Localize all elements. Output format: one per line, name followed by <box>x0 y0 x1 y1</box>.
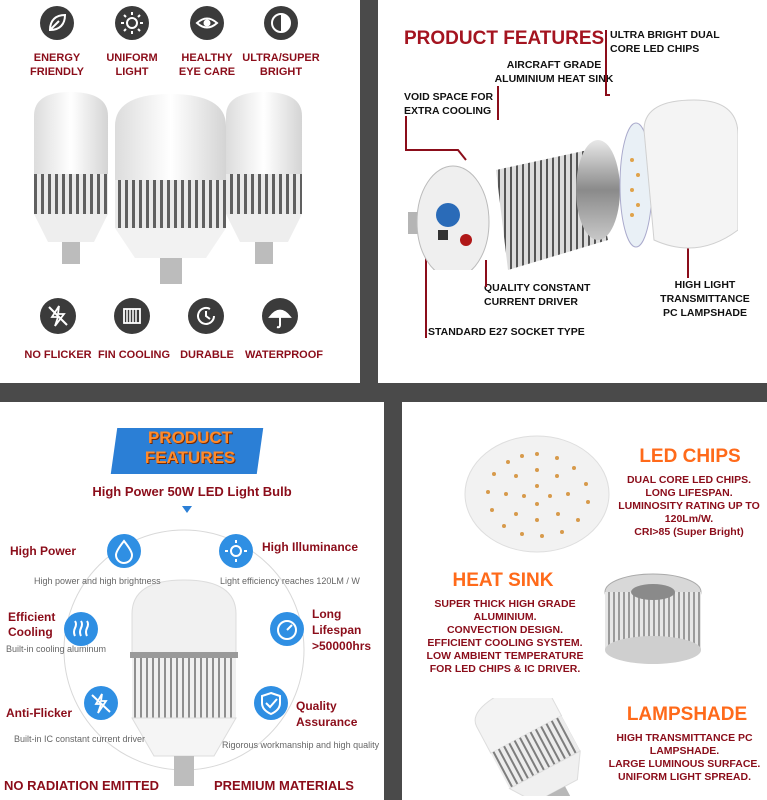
no-flicker-icon <box>40 298 76 334</box>
features-badge: PRODUCT FEATURES <box>144 428 236 467</box>
heat-sink-image <box>598 570 708 670</box>
feature-label: ENERGY FRIENDLY <box>30 52 84 78</box>
footer-right: PREMIUM MATERIALS <box>214 778 354 793</box>
clock-icon <box>188 298 224 334</box>
section-title: LAMPSHADE <box>626 704 748 725</box>
feature-desc: Rigorous workmanship and high quality <box>222 740 380 750</box>
exploded-view-panel <box>378 0 767 383</box>
feature-title: High Illuminance <box>262 540 359 554</box>
feature-title: Quality Assurance <box>296 699 358 729</box>
component-details-panel <box>402 402 767 800</box>
callout-driver: QUALITY CONSTANT CURRENT DRIVER <box>484 282 591 308</box>
shield-icon <box>254 686 288 720</box>
feature-title: High Power <box>10 544 77 558</box>
gauge-icon <box>270 612 304 646</box>
product-features-panel <box>0 402 384 800</box>
no-flicker-icon <box>84 686 118 720</box>
feature-desc: Built-in IC constant current driver <box>14 734 146 744</box>
umbrella-icon <box>262 298 298 334</box>
feature-label: FIN COOLING <box>97 349 171 361</box>
feature-label: WATERPROOF <box>244 349 323 361</box>
callout-void-space: VOID SPACE FOR EXTRA COOLING <box>404 91 494 117</box>
feature-label: UNIFORM LIGHT <box>106 52 158 78</box>
feature-desc: Light efficiency reaches 120LM / W <box>220 576 360 586</box>
callout-lampshade: HIGH LIGHT TRANSMITTANCE PC LAMPSHADE <box>660 279 750 319</box>
leaf-icon <box>40 6 74 40</box>
section-title: LED CHIPS <box>639 446 741 467</box>
feature-title: Anti-Flicker <box>6 706 73 720</box>
bulb-trio-image <box>20 86 340 286</box>
chip-icon <box>114 298 150 334</box>
feature-label: DURABLE <box>180 349 234 361</box>
drop-icon <box>107 534 141 568</box>
feature-label: NO FLICKER <box>24 349 92 361</box>
eye-icon <box>190 6 224 40</box>
feature-desc: High power and high brightness <box>34 576 161 586</box>
heat-waves-icon <box>64 612 98 646</box>
features-icons-panel <box>0 0 360 383</box>
section-text: SUPER THICK HIGH GRADE ALUMINIUM. CONVECTION DESIGN. EFFICIENT COOLING SYSTEM. LOW AMBIENT TEMPERATURE FOR LED CHIPS & IC DRIVER. <box>426 598 584 675</box>
section-text: HIGH TRANSMITTANCE PC LAMPSHADE. LARGE LUMINOUS SURFACE. UNIFORM LIGHT SPREAD. <box>608 732 761 783</box>
callout-led-chips: ULTRA BRIGHT DUAL CORE LED CHIPS <box>610 29 720 55</box>
lampshade-bulb-image <box>452 698 592 796</box>
feature-label: ULTRA/SUPER BRIGHT <box>242 52 320 78</box>
callout-heat-sink: AIRCRAFT GRADE ALUMINIUM HEAT SINK <box>494 59 614 85</box>
panel-title: PRODUCT FEATURES <box>404 28 605 49</box>
feature-label: HEALTHY EYE CARE <box>178 52 236 78</box>
footer-left: NO RADIATION EMITTED <box>4 778 160 793</box>
product-subtitle: High Power 50W LED Light Bulb <box>92 484 292 499</box>
led-chip-board-image <box>462 434 612 554</box>
feature-desc: Built-in cooling aluminum <box>6 644 107 654</box>
feature-title: Long Lifespan >50000hrs <box>312 607 372 653</box>
bulb-image <box>128 574 240 794</box>
sun-icon <box>219 534 253 568</box>
section-title: HEAT SINK <box>452 570 554 591</box>
exploded-bulb-image <box>408 90 738 270</box>
feature-title: Efficient Cooling <box>8 610 56 639</box>
contrast-icon <box>264 6 298 40</box>
sun-icon <box>115 6 149 40</box>
callout-socket: STANDARD E27 SOCKET TYPE <box>428 326 585 338</box>
section-text: DUAL CORE LED CHIPS. LONG LIFESPAN. LUMINOSITY RATING UP TO 120Lm/W. CRI>85 (Super Bright) <box>618 474 760 538</box>
